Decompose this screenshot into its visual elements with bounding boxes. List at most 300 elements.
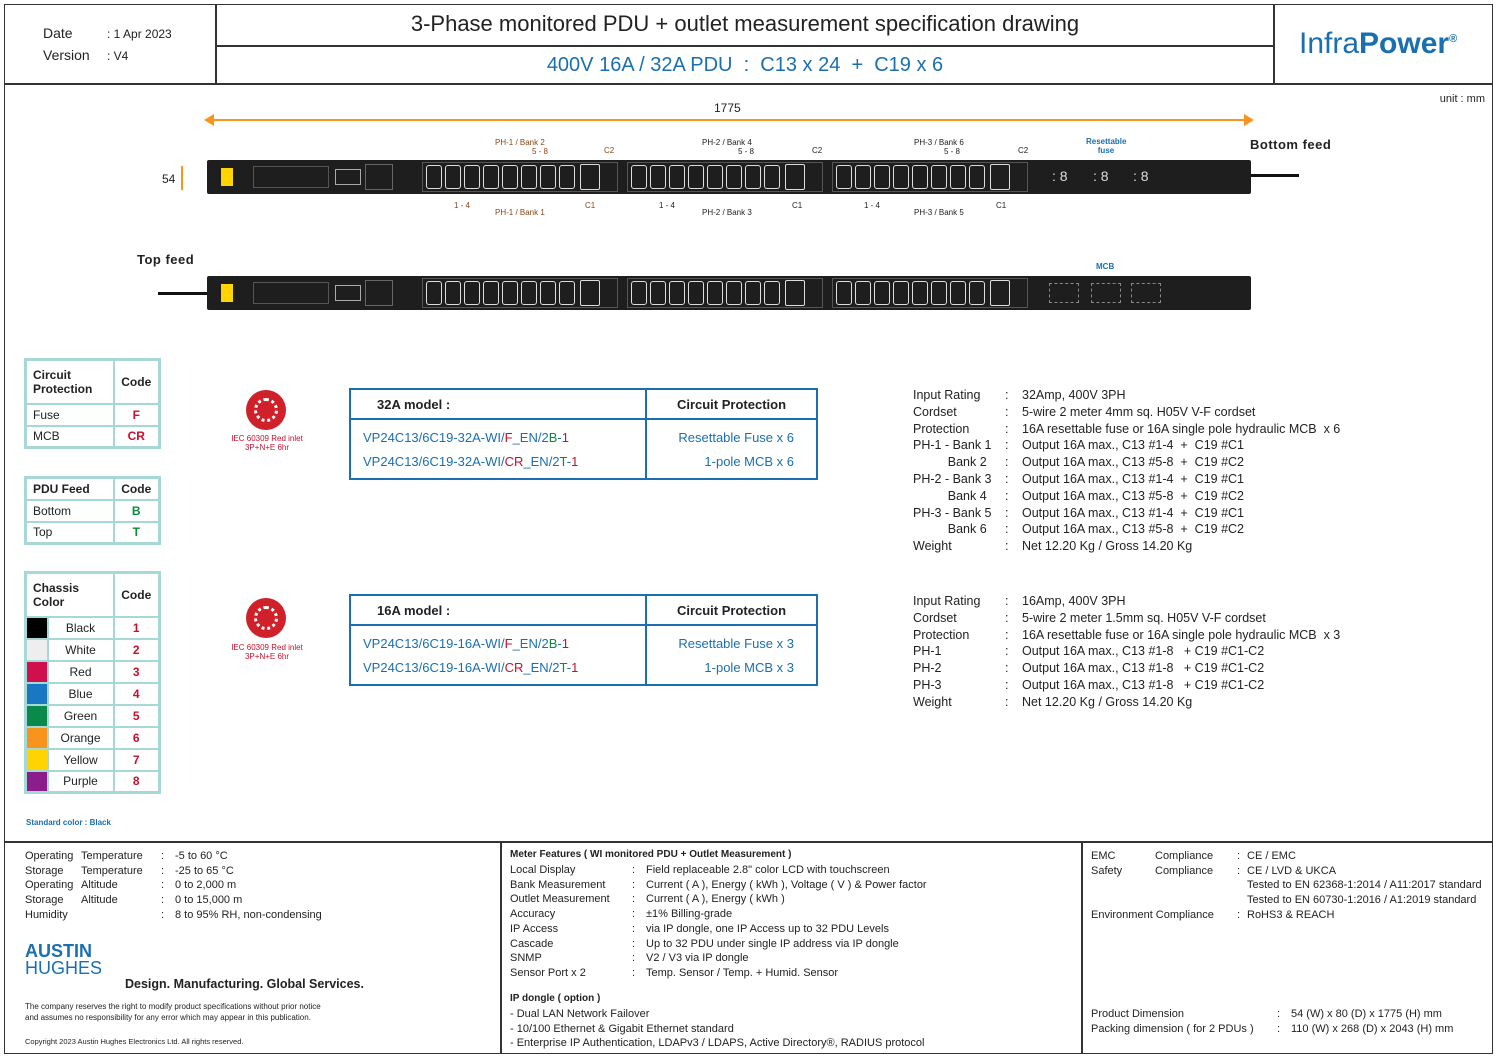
spec-key: PH-3 - Bank 5 (913, 505, 992, 520)
meter-colon: : (632, 937, 636, 950)
env-a: Humidity (25, 908, 68, 921)
disclaimer: The company reserves the right to modify product specifications without prior notice and assumes no responsibility for any error which may appear in this publication. (25, 1002, 321, 1022)
warning-label-2 (221, 284, 233, 302)
pdu-bottom-feed (207, 160, 1251, 194)
tagline: Design. Manufacturing. Global Services. (125, 977, 364, 991)
color-name: Green (48, 705, 114, 727)
meter-colon: : (632, 966, 636, 979)
meter-value: V2 / V3 via IP dongle (646, 952, 749, 965)
arrow-left-icon (204, 114, 214, 126)
mcb-3-icon (1131, 283, 1161, 303)
env-line (25, 893, 322, 908)
meter-value: Temp. Sensor / Temp. + Humid. Sensor (646, 966, 839, 979)
c13-outlet-icon (426, 165, 442, 189)
meter-line (510, 922, 927, 937)
environment-list (25, 849, 322, 923)
top-row-code: T (114, 522, 160, 544)
spec-line (913, 521, 1340, 538)
c13-outlet-icon (631, 165, 647, 189)
model-16a-title: 16A model : (351, 596, 647, 624)
bottom-row-code: B (114, 500, 160, 522)
spec-value: Output 16A max., C13 #1-4 + C19 #C1 (1022, 438, 1245, 453)
meter-colon: : (632, 922, 636, 935)
top-feed-label: Top feed (137, 252, 195, 267)
color-name: White (48, 639, 114, 661)
warning-label (221, 168, 233, 186)
version-label: Version (43, 47, 90, 63)
spec-32a (913, 387, 1340, 555)
spec-colon: : (1005, 488, 1009, 503)
spec-line (913, 404, 1340, 421)
spec-colon: : (1005, 677, 1009, 692)
spec-key: PH-2 (913, 661, 942, 676)
spec-key: Bank 4 (913, 488, 987, 503)
color-name: Black (48, 617, 114, 639)
spec-line (913, 505, 1340, 522)
spec-line (913, 694, 1340, 711)
color-swatch (26, 617, 48, 639)
color-swatch (26, 683, 48, 705)
spec-key: Cordset (913, 610, 957, 625)
model-32a-cp: Circuit Protection (676, 396, 787, 412)
spec-value: Output 16A max., C13 #1-8 + C19 #C1-C2 (1022, 661, 1265, 676)
feed-h2: Code (114, 478, 160, 500)
chassis-color-table (24, 571, 161, 794)
date-value: : 1 Apr 2023 (107, 27, 172, 41)
inlet-32-l1: IEC 60309 Red inlet (231, 434, 303, 443)
color-row (26, 639, 160, 661)
nameplate-2 (253, 282, 329, 304)
copyright: Copyright 2023 Austin Hughes Electronics Ltd. All rights reserved. (25, 1037, 244, 1046)
bottom-row-name: Bottom (26, 500, 114, 522)
spec-colon: : (1005, 471, 1009, 486)
spec-line (913, 660, 1340, 677)
color-name: Red (48, 661, 114, 683)
meter-line (510, 863, 927, 878)
standard-color-note: Standard color : Black (26, 818, 111, 827)
meter-key: Accuracy (510, 908, 556, 921)
spec-value: 32Amp, 400V 3PH (1022, 388, 1126, 402)
infrapower-logo: InfraPower® (1299, 27, 1458, 60)
c13-outlet-icon (855, 165, 871, 189)
c19-outlet-icon (580, 164, 600, 190)
env-v: 0 to 15,000 m (175, 894, 243, 907)
c13-outlet-icon (445, 281, 461, 305)
meter-key: Outlet Measurement (510, 893, 610, 906)
meter-colon: : (632, 878, 636, 891)
color-row (26, 705, 160, 727)
color-h1: Chassis Color (26, 573, 114, 617)
fuse-row-name: Fuse (26, 404, 114, 426)
env-a: Storage (25, 864, 64, 877)
fuse-3-icon: : 8 (1133, 168, 1149, 184)
compliance-list: EMC Compliance : CE / EMC Safety Compliance : CE / LVD & UKCA Tested to EN 62368-1:2014 / A11:2017 standard Tested to EN 60730-1:2016 / A1:2019 standard Environment Compliance : RoHS3 & REACH (1091, 850, 1482, 921)
meter-value: Current ( A ), Energy ( kWh ) (646, 893, 785, 906)
spec-value: Output 16A max., C13 #1-8 + C19 #C1-C2 (1022, 677, 1265, 692)
c1-label-2: C1 (792, 201, 803, 210)
spec-colon: : (1005, 438, 1009, 453)
spec-key: Input Rating (913, 388, 981, 402)
color-h2: Code (114, 573, 160, 617)
color-swatch (26, 749, 48, 771)
mcb-1-icon (1049, 283, 1079, 303)
power-cord-top (158, 292, 208, 295)
meter-key: SNMP (510, 952, 542, 965)
color-name: Blue (48, 683, 114, 705)
c13-outlet-icon (502, 165, 518, 189)
color-code: 6 (114, 727, 160, 749)
spec-key: Protection (913, 627, 970, 642)
spec-value: 16Amp, 400V 3PH (1022, 594, 1126, 608)
spec-line (913, 488, 1340, 505)
env-v: -25 to 65 °C (175, 864, 234, 877)
meter-key: IP Access (510, 922, 559, 935)
color-row (26, 749, 160, 771)
spec-colon: : (1005, 522, 1009, 537)
c13-outlet-icon (688, 281, 704, 305)
bank2-label: PH-1 / Bank 2 (495, 138, 545, 147)
meter-value: ±1% Billing-grade (646, 908, 733, 921)
env-line (25, 878, 322, 893)
meter-value: Current ( A ), Energy ( kWh ), Voltage ( V ) & Power factor (646, 878, 927, 891)
color-code: 4 (114, 683, 160, 705)
spec-value: 5-wire 2 meter 4mm sq. H05V V-F cordset (1022, 404, 1256, 419)
c13-outlet-icon (669, 165, 685, 189)
spec-line (913, 437, 1340, 454)
austin-hughes-logo: AUSTIN HUGHES (25, 941, 103, 978)
c13-outlet-icon (521, 281, 537, 305)
color-code: 5 (114, 705, 160, 727)
meter-key: Bank Measurement (510, 878, 606, 891)
env-v: -5 to 60 °C (175, 850, 228, 862)
iec-inlet-32-icon (246, 390, 286, 430)
spec-line (913, 471, 1340, 488)
c13-outlet-icon (631, 281, 647, 305)
spec-line (913, 593, 1340, 610)
c13-outlet-icon (707, 165, 723, 189)
inlet-16-l2: 3P+N+E 6hr (244, 652, 290, 661)
page-title: 3-Phase monitored PDU + outlet measurement specification drawing (410, 11, 1080, 36)
spec-colon: : (1005, 404, 1009, 419)
header-meta (4, 4, 216, 84)
bank3-label: PH-2 / Bank 3 (702, 208, 752, 217)
c13-outlet-icon (559, 281, 575, 305)
c13-outlet-icon (893, 165, 909, 189)
c13-outlet-icon (688, 165, 704, 189)
bank6-label: PH-3 / Bank 6 (914, 138, 964, 147)
spec-value: Output 16A max., C13 #5-8 + C19 #C2 (1022, 522, 1245, 537)
color-swatch (26, 771, 48, 793)
spec-value: Output 16A max., C13 #1-8 + C19 #C1-C2 (1022, 644, 1265, 659)
title-box (216, 4, 1274, 46)
date-label: Date (43, 25, 73, 41)
c13-outlet-icon (764, 165, 780, 189)
bank1-label: PH-1 / Bank 1 (495, 208, 545, 217)
spec-key: Bank 2 (913, 455, 987, 470)
range14-2: 1 - 4 (659, 201, 676, 210)
color-row (26, 727, 160, 749)
spec-value: Output 16A max., C13 #1-4 + C19 #C1 (1022, 505, 1245, 520)
spec-value: Net 12.20 Kg / Gross 14.20 Kg (1022, 539, 1193, 554)
c13-outlet-icon (745, 165, 761, 189)
c13-outlet-icon (540, 165, 556, 189)
color-row (26, 771, 160, 793)
mcb-label: MCB (1096, 262, 1115, 271)
fuse-row-code: F (114, 404, 160, 426)
color-swatch (26, 727, 48, 749)
spec-line (913, 421, 1340, 438)
env-a: Storage (25, 894, 64, 907)
spec-16a (913, 593, 1340, 711)
c19-outlet-icon (990, 280, 1010, 306)
env-colon: : (161, 850, 165, 862)
meter-line (510, 892, 927, 907)
spec-colon: : (1005, 594, 1009, 608)
env-b: Temperature (81, 850, 143, 862)
bottom-feed-label: Bottom feed (1250, 137, 1332, 152)
resettable-fuse-label: Resettable fuse (1086, 137, 1127, 155)
spec-key: PH-1 (913, 644, 942, 659)
c13-outlet-icon (726, 165, 742, 189)
color-code: 8 (114, 771, 160, 793)
c13-outlet-icon (836, 281, 852, 305)
env-colon: : (161, 894, 165, 907)
c13-outlet-icon (669, 281, 685, 305)
spec-key: PH-3 (913, 677, 942, 692)
version-value: : V4 (107, 49, 129, 63)
inlet-16-l1: IEC 60309 Red inlet (231, 643, 303, 652)
fuse-2-icon: : 8 (1093, 168, 1109, 184)
color-code: 2 (114, 639, 160, 661)
env-line (25, 864, 322, 879)
spec-line (913, 387, 1340, 404)
c19-outlet-icon (990, 164, 1010, 190)
spec-value: Output 16A max., C13 #5-8 + C19 #C2 (1022, 455, 1245, 470)
dongle-list: - Dual LAN Network Failover - 10/100 Ethernet & Gigabit Ethernet standard - Enterprise IP Authentication, LDAPv3 / LDAPS, Active Directory®, RADIUS protocol (510, 1008, 925, 1050)
c13-outlet-icon (745, 281, 761, 305)
c13-outlet-icon (912, 165, 928, 189)
color-swatch (26, 639, 48, 661)
brand-box (1274, 4, 1493, 84)
c13-outlet-icon (445, 165, 461, 189)
circuit-h2: Code (114, 360, 160, 404)
model-16a-protection: Resettable Fuse x 3 1-pole MCB x 3 (678, 636, 794, 675)
env-b: Temperature (81, 864, 143, 877)
c13-outlet-icon (521, 165, 537, 189)
spec-value: 16A resettable fuse or 16A single pole hydraulic MCB x 3 (1022, 627, 1341, 642)
c13-outlet-icon (559, 165, 575, 189)
spec-line (913, 643, 1340, 660)
power-cord-bottom (1251, 174, 1299, 177)
c2-label-2: C2 (812, 146, 823, 155)
c13-outlet-icon (931, 281, 947, 305)
lcd-display-icon-2 (365, 280, 393, 306)
spec-value: Net 12.20 Kg / Gross 14.20 Kg (1022, 694, 1193, 709)
spec-colon: : (1005, 455, 1009, 470)
fuse-1-icon: : 8 (1052, 168, 1068, 184)
spec-value: Output 16A max., C13 #1-4 + C19 #C1 (1022, 471, 1245, 486)
meter-value: Field replaceable 2.8" color LCD with touchscreen (646, 864, 890, 876)
c2-label-1: C2 (604, 146, 615, 155)
c13-outlet-icon (464, 281, 480, 305)
bank6-range: 5 - 8 (944, 147, 961, 156)
circuit-h1: Circuit Protection (26, 360, 114, 404)
nameplate (253, 166, 329, 188)
color-name: Yellow (48, 749, 114, 771)
c2-label-3: C2 (1018, 146, 1029, 155)
sensor-port-icon (335, 169, 361, 185)
color-swatch (26, 705, 48, 727)
env-line (25, 908, 322, 923)
lcd-display-icon (365, 164, 393, 190)
c13-outlet-icon (650, 165, 666, 189)
meter-line (510, 907, 927, 922)
color-swatch (26, 661, 48, 683)
iec-inlet-16-icon (246, 598, 286, 638)
page-subtitle: 400V 16A / 32A PDU : C13 x 24 + C19 x 6 (546, 54, 944, 76)
env-line (25, 849, 322, 864)
meter-key: Sensor Port x 2 (510, 966, 586, 979)
range14-1: 1 - 4 (454, 201, 471, 210)
c13-outlet-icon (893, 281, 909, 305)
spec-value: Output 16A max., C13 #5-8 + C19 #C2 (1022, 488, 1245, 503)
spec-line (913, 627, 1340, 644)
sensor-port-icon-2 (335, 285, 361, 301)
color-row (26, 617, 160, 639)
meter-value: Up to 32 PDU under single IP address via IP dongle (646, 937, 899, 950)
length-dimension-line (206, 119, 1252, 121)
length-value: 1775 (714, 101, 741, 115)
color-code: 7 (114, 749, 160, 771)
model-16a-cp: Circuit Protection (676, 602, 787, 618)
spec-value: 16A resettable fuse or 16A single pole hydraulic MCB x 6 (1022, 421, 1341, 436)
spec-line (913, 677, 1340, 694)
meter-colon: : (632, 952, 636, 965)
c13-outlet-icon (931, 165, 947, 189)
spec-colon: : (1005, 644, 1009, 659)
spec-colon: : (1005, 539, 1009, 554)
model-32a-box (349, 388, 818, 480)
c13-outlet-icon (464, 165, 480, 189)
spec-line (913, 538, 1340, 555)
spec-line (913, 454, 1340, 471)
bank5-label: PH-3 / Bank 5 (914, 208, 964, 217)
meter-key: Local Display (510, 864, 576, 876)
spec-line (913, 610, 1340, 627)
bank2-range: 5 - 8 (532, 147, 549, 156)
c13-outlet-icon (483, 165, 499, 189)
circuit-protection-table (24, 358, 161, 449)
c13-outlet-icon (726, 281, 742, 305)
c19-outlet-icon (785, 280, 805, 306)
c13-outlet-icon (855, 281, 871, 305)
color-code: 1 (114, 617, 160, 639)
meter-colon: : (632, 864, 636, 876)
spec-colon: : (1005, 694, 1009, 709)
pdu-feed-table (24, 476, 161, 545)
c13-outlet-icon (874, 165, 890, 189)
bank4-label: PH-2 / Bank 4 (702, 138, 752, 147)
c13-outlet-icon (483, 281, 499, 305)
c13-outlet-icon (969, 165, 985, 189)
c13-outlet-icon (650, 281, 666, 305)
c19-outlet-icon (785, 164, 805, 190)
model-32a-numbers: VP24C13/6C19-32A-WI/F_EN/2B-1 VP24C13/6C19-32A-WI/CR_EN/2T-1 (351, 420, 647, 478)
meter-line (510, 878, 927, 893)
meter-colon: : (632, 908, 636, 921)
c13-outlet-icon (836, 165, 852, 189)
color-code: 3 (114, 661, 160, 683)
spec-colon: : (1005, 627, 1009, 642)
footer-meter-features (501, 842, 1082, 1054)
mcb-row-name: MCB (26, 426, 114, 448)
c13-outlet-icon (950, 281, 966, 305)
c13-outlet-icon (912, 281, 928, 305)
env-colon: : (161, 879, 165, 892)
c13-outlet-icon (502, 281, 518, 305)
c13-outlet-icon (426, 281, 442, 305)
spec-key: Cordset (913, 404, 957, 419)
spec-colon: : (1005, 505, 1009, 520)
model-16a-box (349, 594, 818, 686)
env-b: Altitude (81, 879, 118, 892)
env-colon: : (161, 908, 165, 921)
meter-line (510, 966, 927, 981)
spec-key: Weight (913, 539, 952, 554)
c13-outlet-icon (874, 281, 890, 305)
spec-colon: : (1005, 421, 1009, 436)
spec-key: Protection (913, 421, 970, 436)
meter-value: via IP dongle, one IP Access up to 32 PDU Levels (646, 922, 889, 935)
env-colon: : (161, 864, 165, 877)
spec-colon: : (1005, 610, 1009, 625)
pdu-top-feed (207, 276, 1251, 310)
spec-colon: : (1005, 388, 1009, 402)
color-row (26, 661, 160, 683)
meter-title: Meter Features ( WI monitored PDU + Outlet Measurement ) (510, 849, 792, 860)
c13-outlet-icon (764, 281, 780, 305)
height-dimension-line (181, 166, 183, 190)
c13-outlet-icon (707, 281, 723, 305)
unit-label: unit : mm (1439, 93, 1485, 105)
env-v: 0 to 2,000 m (175, 879, 237, 892)
spec-key: Weight (913, 694, 952, 709)
env-b (81, 908, 161, 923)
range14-3: 1 - 4 (864, 201, 881, 210)
c13-outlet-icon (969, 281, 985, 305)
env-b: Altitude (81, 894, 118, 907)
spec-colon: : (1005, 661, 1009, 676)
arrow-right-icon (1244, 114, 1254, 126)
model-32a-title: 32A model : (351, 390, 647, 418)
c13-outlet-icon (950, 165, 966, 189)
c1-label-1: C1 (585, 201, 596, 210)
color-name: Purple (48, 771, 114, 793)
meter-line (510, 937, 927, 952)
height-value: 54 (162, 172, 176, 186)
env-a: Operating (25, 879, 74, 892)
feed-h1: PDU Feed (26, 478, 114, 500)
env-v: 8 to 95% RH, non-condensing (175, 908, 322, 921)
meter-line (510, 951, 927, 966)
spec-key: Bank 6 (913, 522, 987, 537)
color-name: Orange (48, 727, 114, 749)
model-32a-protection: Resettable Fuse x 6 1-pole MCB x 6 (678, 430, 794, 469)
footer-environment (4, 842, 501, 1054)
bank4-range: 5 - 8 (738, 147, 755, 156)
env-a: Operating (25, 850, 74, 862)
top-row-name: Top (26, 522, 114, 544)
